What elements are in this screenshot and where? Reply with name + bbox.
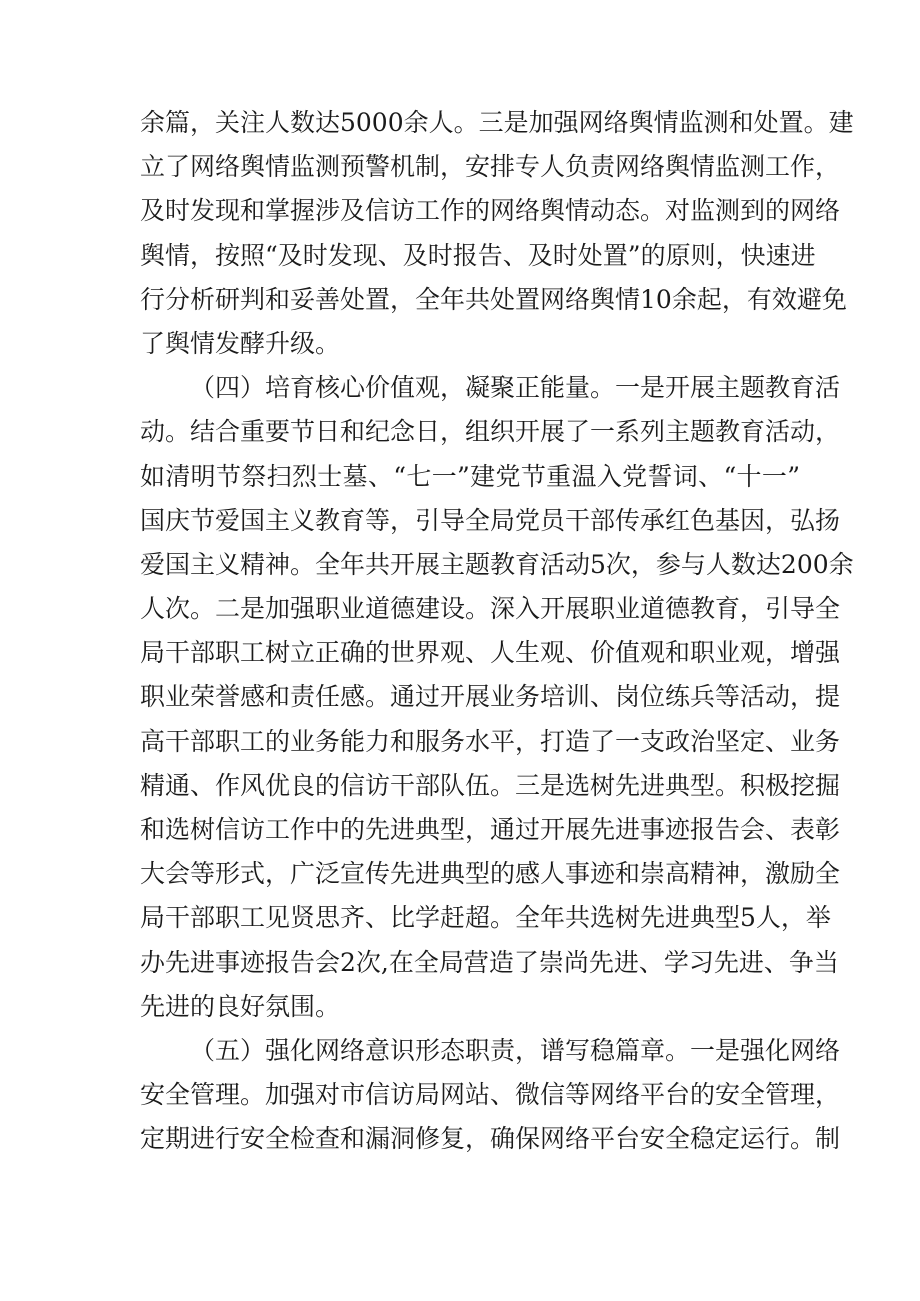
text-line: 定期进行安全检查和漏洞修复，确保网络平台安全稳定运行。制 <box>140 1124 841 1154</box>
text-line: 人次。二是加强职业道德建设。深入开展职业道德教育，引导全 <box>140 594 841 624</box>
text-line: 了舆情发酵升级。 <box>140 328 341 358</box>
text-line: 如清明节祭扫烈士墓、“七一”建党节重温入党誓词、“十一” <box>140 461 800 491</box>
text-line: 精通、作风优良的信访干部队伍。三是选树先进典型。积极挖掘 <box>140 770 841 800</box>
text-line: （四）培育核心价值观，凝聚正能量。一是开展主题教育活 <box>190 373 841 403</box>
text-line: 爱国主义精神。全年共开展主题教育活动5次，参与人数达200余 <box>140 549 854 579</box>
text-line: 职业荣誉感和责任感。通过开展业务培训、岗位练兵等活动，提 <box>140 682 841 712</box>
text-line: 行分析研判和妥善处置，全年共处置网络舆情10余起，有效避免 <box>140 284 847 314</box>
paragraph-network-ideology <box>140 1029 841 1162</box>
text-line: 动。结合重要节日和纪念日，组织开展了一系列主题教育活动， <box>140 417 841 447</box>
text-line: 先进的良好氛围。 <box>140 991 341 1021</box>
text-line: 余篇，关注人数达5000余人。三是加强网络舆情监测和处置。建 <box>140 108 854 137</box>
text-line: 局干部职工树立正确的世界观、人生观、价值观和职业观，增强 <box>140 638 841 668</box>
text-line: 及时发现和掌握涉及信访工作的网络舆情动态。对监测到的网络 <box>140 196 841 226</box>
text-line: 舆情，按照“及时发现、及时报告、及时处置”的原则，快速进 <box>140 240 816 270</box>
text-line: 高干部职工的业务能力和服务水平，打造了一支政治坚定、业务 <box>140 726 841 756</box>
document-body <box>140 101 854 1162</box>
text-line: 局干部职工见贤思齐、比学赶超。全年共选树先进典型5人，举 <box>140 903 831 933</box>
text-line: 立了网络舆情监测预警机制，安排专人负责网络舆情监测工作， <box>140 152 841 182</box>
text-line: 和选树信访工作中的先进典型，通过开展先进事迹报告会、表彰 <box>140 815 841 844</box>
paragraph-core-values <box>140 366 854 1029</box>
text-line: 国庆节爱国主义教育等，引导全局党员干部传承红色基因，弘扬 <box>140 505 841 535</box>
text-line: 安全管理。加强对市信访局网站、微信等网络平台的安全管理， <box>140 1080 841 1110</box>
text-line: 办先进事迹报告会2次,在全局营造了崇尚先进、学习先进、争当 <box>140 947 839 977</box>
text-line: 大会等形式，广泛宣传先进典型的感人事迹和崇高精神，激励全 <box>140 859 841 889</box>
paragraph-network-monitoring <box>140 101 854 366</box>
text-line: （五）强化网络意识形态职责，谱写稳篇章。一是强化网络 <box>190 1035 841 1065</box>
